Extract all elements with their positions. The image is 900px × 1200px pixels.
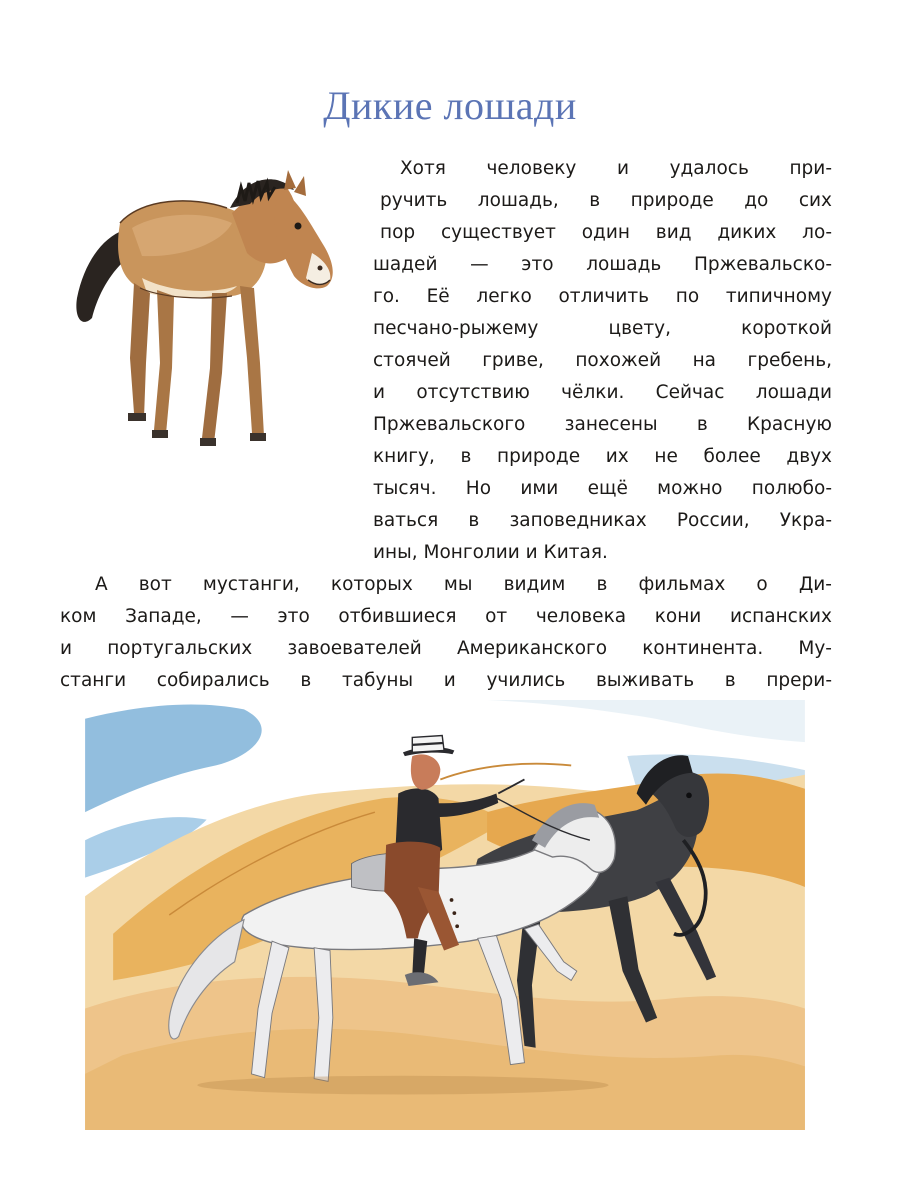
page-title: Дикие лошади — [323, 83, 577, 128]
text-line: Хотя человеку и удалось при- — [400, 158, 832, 179]
przewalski-horse-illustration — [62, 168, 362, 488]
text-line: ручить лошадь, в природе до сих — [380, 190, 832, 211]
text-line: книгу, в природе их не более двух — [373, 446, 832, 467]
text-line: и отсутствию чёлки. Сейчас лошади — [373, 382, 832, 403]
rider-and-mustangs-illustration — [60, 700, 830, 1130]
text-line: стоячей гриве, похожей на гребень, — [373, 350, 832, 371]
text-line: ваться в заповедниках России, Укра- — [373, 510, 832, 531]
text-line: шадей — это лошадь Пржевальско- — [373, 254, 832, 275]
text-line: песчано-рыжему цвету, короткой — [373, 318, 832, 339]
text-line: ком Западе, — это отбившиеся от человека кони испанских — [60, 606, 832, 627]
text-line: ины, Монголии и Китая. — [373, 542, 608, 563]
text-line: Пржевальского занесены в Красную — [373, 414, 832, 435]
text-line: пор существует один вид диких ло- — [380, 222, 832, 243]
text-line: го. Её легко отличить по типичному — [373, 286, 832, 307]
text-line: и португальских завоевателей Американского континента. Му- — [60, 638, 832, 659]
text-line: А вот мустанги, которых мы видим в фильмах о Ди- — [95, 574, 832, 595]
text-line: станги собирались в табуны и учились выживать в прери- — [60, 670, 832, 691]
text-line: тысяч. Но ими ещё можно полюбо- — [373, 478, 832, 499]
